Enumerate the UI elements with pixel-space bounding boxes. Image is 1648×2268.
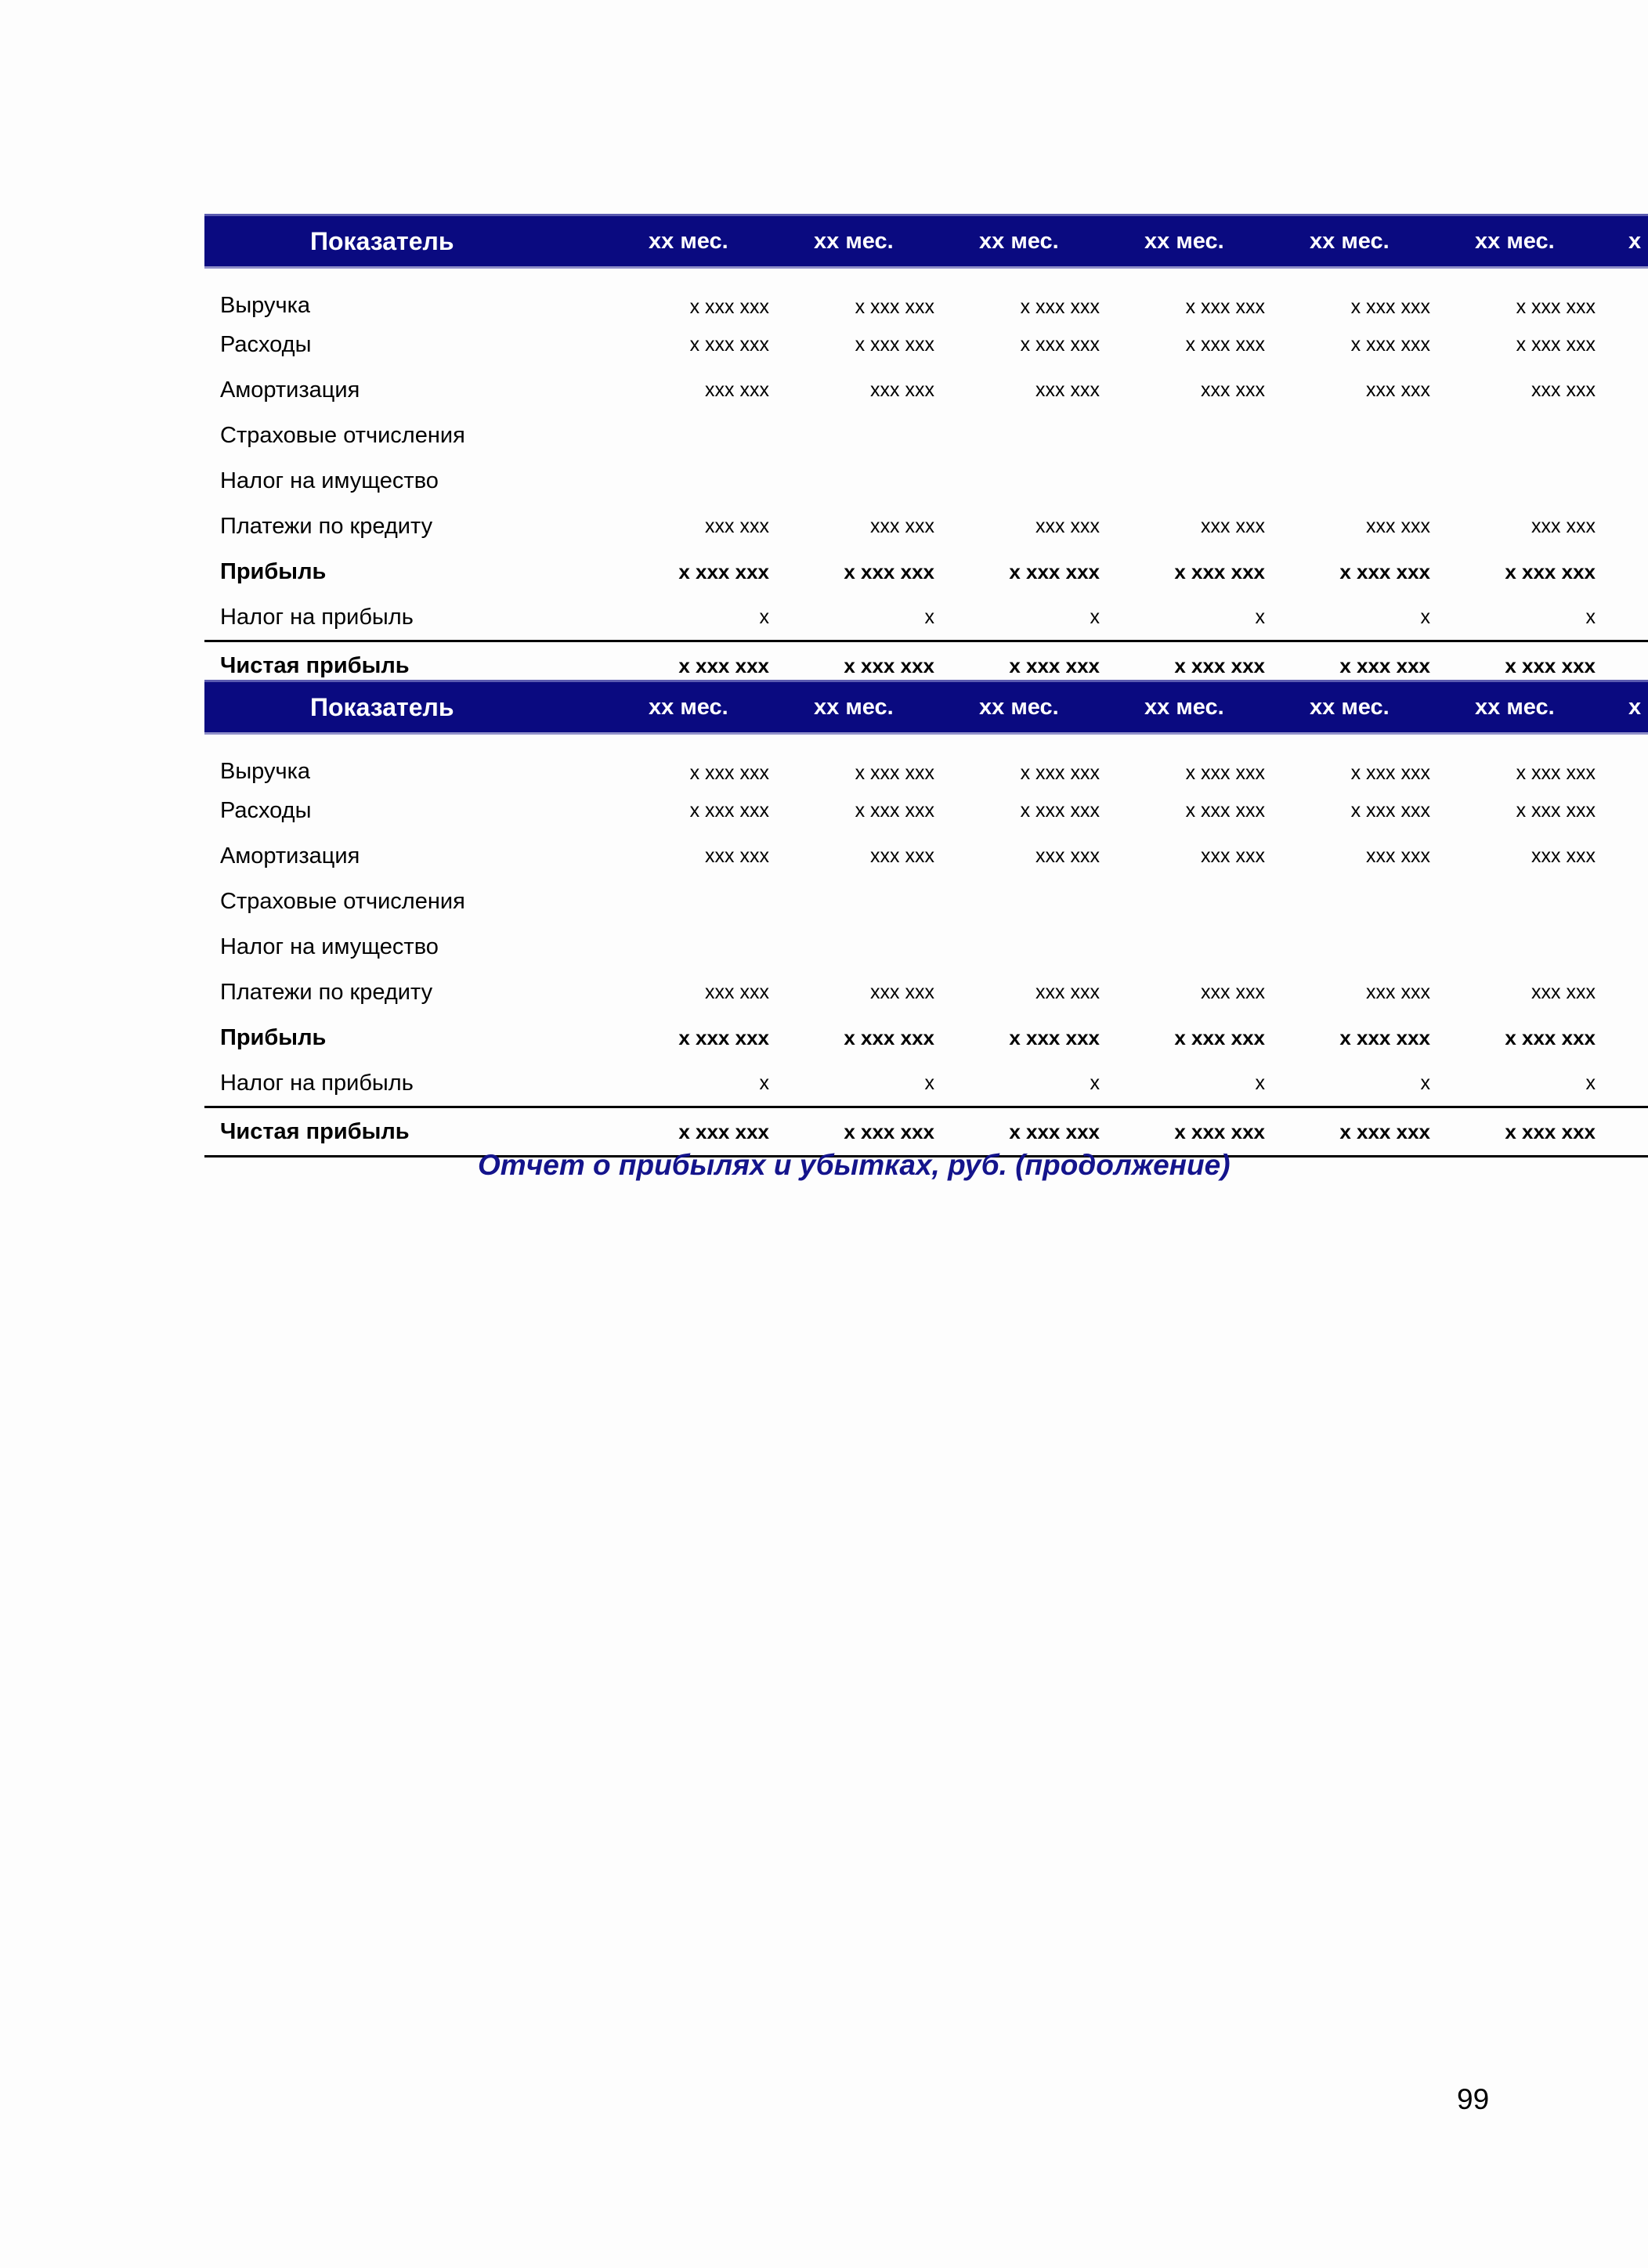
cell-value [952,879,1117,924]
table-caption: Отчет о прибылях и убытках, руб. (продолжение) [478,1149,1231,1181]
cell-value: ххх ххх [870,515,934,537]
cell-value: х ххх ххх [1350,296,1430,318]
cell-value: х ххх ххх [952,641,1117,691]
cell-value: х ххх ххх [1009,559,1100,583]
cell-value: х ххх ххх [1020,799,1100,822]
table-row-depreciation [204,833,1648,879]
cell-value: ххх ххх [870,981,934,1003]
cell-value: х ххх ххх [1339,1025,1430,1049]
cell-value: х ххх ххх [1185,333,1265,356]
column-header-month: хх мес. [1117,681,1282,734]
cell-value: ххх ххх [1035,981,1100,1003]
cell-value: х [786,594,952,641]
cell-value [621,924,786,970]
cell-value: х ххх ххх [952,1107,1117,1157]
cell-value: х ххх ххх [689,333,769,356]
cell-value: х [1282,1060,1447,1107]
cell-value: ххх ххх [1531,515,1596,537]
cell-value: х [1447,1060,1613,1107]
cell-value: ххх ххх [705,981,769,1003]
cell-value: ххх ххх [1366,515,1430,537]
cell-value: х ххх ххх [1447,641,1613,691]
page-number: 99 [1457,2083,1490,2115]
cell-value: ххх ххх [1366,981,1430,1003]
column-header-month: хх мес. [621,215,786,268]
cell-value: х ххх ххх [1020,762,1100,784]
row-label: Платежи по кредиту [220,513,433,539]
cell-value: х [621,594,786,641]
cell-value: х [952,1060,1117,1107]
cell-value [621,413,786,458]
table-row-expenses [204,322,1648,367]
cell-value [1117,458,1282,504]
cell-value: х ххх ххх [1282,1107,1447,1157]
column-header-month: хх мес. [621,681,786,734]
cell-value: х [786,1060,952,1107]
column-header-month: хх мес. [952,681,1117,734]
cell-value [1282,458,1447,504]
row-label: Страховые отчисления [220,888,465,914]
table-row-income-tax [204,1060,1648,1107]
cell-value: х [1447,594,1613,641]
row-label: Прибыль [220,558,327,584]
table-row-insurance [204,879,1648,924]
cell-value: х ххх ххх [1350,762,1430,784]
row-label: Налог на имущество [220,468,439,493]
cell-value: ххх ххх [1201,844,1265,867]
cell-value: х ххх ххх [1350,333,1430,356]
cell-value [952,458,1117,504]
cell-value: ххх ххх [1201,378,1265,401]
column-header-month: хх мес. [786,681,952,734]
table-row-property-tax [204,458,1648,504]
cell-value: х ххх ххх [1020,296,1100,318]
table-row-income-tax [204,594,1648,641]
table-row-insurance [204,413,1648,458]
table-row-loan-payments [204,504,1648,549]
cell-value [1117,924,1282,970]
cell-value: ххх ххх [1531,844,1596,867]
cell-value [952,924,1117,970]
column-header-cut: х [1613,681,1648,734]
cell-value: х [621,1060,786,1107]
cell-value [1117,879,1282,924]
table-header-row [204,681,1648,734]
income-table-2 [204,680,1648,1157]
cell-value: х ххх ххх [1020,333,1100,356]
cell-value: х [952,594,1117,641]
column-header-indicator: Показатель [204,215,621,268]
cell-value [1117,413,1282,458]
cell-value [1282,879,1447,924]
row-label: Выручка [220,293,311,318]
row-label: Налог на прибыль [204,594,621,641]
cell-value: х ххх ххх [786,641,952,691]
table-row-depreciation [204,367,1648,413]
column-header-month: хх мес. [1282,681,1447,734]
cell-value: х ххх ххх [689,799,769,822]
cell-value: ххх ххх [1201,981,1265,1003]
cell-value: х ххх ххх [1185,762,1265,784]
cell-value: ххх ххх [1531,981,1596,1003]
cell-value [621,879,786,924]
row-label: Страховые отчисления [220,422,465,448]
cell-value: х ххх ххх [1117,641,1282,691]
cell-value: ххх ххх [870,844,934,867]
cell-value [952,413,1117,458]
table-row-revenue [204,734,1648,789]
cell-value: х ххх ххх [689,762,769,784]
cell-value: х ххх ххх [1350,799,1430,822]
cell-value: ххх ххх [1035,515,1100,537]
cell-value: х ххх ххх [1516,762,1596,784]
cell-value: ххх ххх [1531,378,1596,401]
column-header-month: хх мес. [952,215,1117,268]
cell-value: ххх ххх [1366,844,1430,867]
cell-value: х ххх ххх [1516,333,1596,356]
cell-value: ххх ххх [1035,844,1100,867]
row-label: Платежи по кредиту [220,979,433,1005]
row-label: Прибыль [220,1024,327,1050]
cell-value: х ххх ххх [855,333,934,356]
cell-value: х ххх ххх [855,799,934,822]
cell-value [786,879,952,924]
row-label: Налог на прибыль [204,1060,621,1107]
cell-value: х ххх ххх [1447,1107,1613,1157]
table-row-profit [204,549,1648,594]
cell-value: х ххх ххх [1339,559,1430,583]
cell-value [786,924,952,970]
cell-value: х [1282,594,1447,641]
cell-value: х ххх ххх [1282,641,1447,691]
cell-value [1447,879,1613,924]
cell-value: х ххх ххх [1516,799,1596,822]
cell-value: х ххх ххх [786,1107,952,1157]
cell-value: х ххх ххх [1174,1025,1265,1049]
column-header-month: хх мес. [786,215,952,268]
row-label: Расходы [220,797,312,823]
cell-value: х ххх ххх [1505,1025,1596,1049]
row-label: Амортизация [220,377,360,403]
cell-value: х ххх ххх [678,1025,769,1049]
column-header-indicator: Показатель [204,681,621,734]
table-row-loan-payments [204,970,1648,1015]
cell-value: ххх ххх [1201,515,1265,537]
cell-value: х ххх ххх [855,762,934,784]
cell-value [786,413,952,458]
table-row-revenue [204,268,1648,323]
row-label: Чистая прибыль [204,1107,621,1157]
cell-value: х ххх ххх [1185,296,1265,318]
cell-value: х ххх ххх [844,559,934,583]
row-label: Налог на имущество [220,934,439,959]
cell-value: х ххх ххх [1117,1107,1282,1157]
cell-value [786,458,952,504]
table-header-row [204,215,1648,268]
cell-value: ххх ххх [705,844,769,867]
column-header-month: хх мес. [1447,215,1613,268]
cell-value: х [1117,594,1282,641]
column-header-cut: х [1613,215,1648,268]
cell-value [1447,458,1613,504]
column-header-month: хх мес. [1282,215,1447,268]
cell-value [1282,413,1447,458]
cell-value: х ххх ххх [1516,296,1596,318]
cell-value: ххх ххх [705,515,769,537]
table-row-property-tax [204,924,1648,970]
cell-value: х ххх ххх [1185,799,1265,822]
cell-value: ххх ххх [1035,378,1100,401]
table-row-profit [204,1015,1648,1060]
cell-value: ххх ххх [870,378,934,401]
cell-value: х ххх ххх [689,296,769,318]
cell-value: ххх ххх [705,378,769,401]
row-label: Выручка [220,759,311,784]
row-label: Амортизация [220,843,360,869]
cell-value: х ххх ххх [1009,1025,1100,1049]
cell-value: х ххх ххх [844,1025,934,1049]
cell-value: х ххх ххх [1174,559,1265,583]
cell-value: х ххх ххх [678,559,769,583]
income-table-1 [204,214,1648,692]
row-label: Расходы [220,331,312,357]
cell-value: х ххх ххх [621,641,786,691]
cell-value: х ххх ххх [621,1107,786,1157]
cell-value: х ххх ххх [1505,559,1596,583]
column-header-month: хх мес. [1117,215,1282,268]
table-row-expenses [204,788,1648,833]
cell-value [1447,924,1613,970]
cell-value: ххх ххх [1366,378,1430,401]
cell-value: х [1117,1060,1282,1107]
cell-value [621,458,786,504]
column-header-month: хх мес. [1447,681,1613,734]
cell-value: х ххх ххх [855,296,934,318]
cell-value [1282,924,1447,970]
cell-value [1447,413,1613,458]
row-label: Чистая прибыль [204,641,621,691]
